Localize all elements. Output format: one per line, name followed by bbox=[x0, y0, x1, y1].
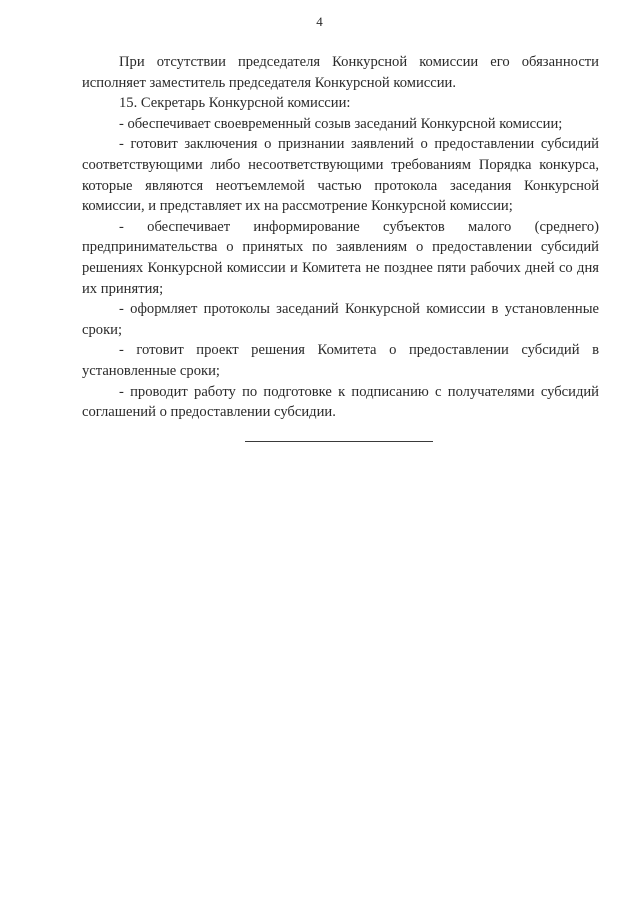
paragraph-secretary-heading: 15. Секретарь Конкурсной комиссии: bbox=[119, 95, 351, 112]
paragraph-conclusions: - готовит заключения о признании заявлений о предоставлении субсидий соответствующими либо несоответствующими требованиям Порядка конкурса, которые являются неотъемлемой частью протокола заседания Конкурсной комиссии, и представляет их на рассмотрение Конкурсной комиссии; bbox=[82, 136, 599, 215]
document-body bbox=[82, 52, 599, 423]
end-of-document-rule bbox=[245, 441, 433, 442]
paragraph-convening: - обеспечивает своевременный созыв заседаний Конкурсной комиссии; bbox=[119, 115, 563, 132]
paragraph-protocols: - оформляет протоколы заседаний Конкурсной комиссии в установленные сроки; bbox=[82, 301, 599, 338]
paragraph-vice-chair: При отсутствии председателя Конкурсной комиссии его обязанности исполняет заместитель председателя Конкурсной комиссии. bbox=[82, 54, 599, 91]
paragraph-agreements: - проводит работу по подготовке к подписанию с получателями субсидий соглашений о предоставлении субсидии. bbox=[82, 383, 599, 421]
paragraph-informing: - обеспечивает информирование субъектов малого (среднего) предпринимательства о принятых по заявлениям о предоставлении субсидий решениях Конкурсной комиссии и Комитета не позднее пяти рабочих дней со дня их принятия; bbox=[82, 218, 599, 297]
paragraph-draft-decision: - готовит проект решения Комитета о предоставлении субсидий в установленные сроки; bbox=[82, 342, 599, 379]
page-number: 4 bbox=[316, 14, 323, 29]
